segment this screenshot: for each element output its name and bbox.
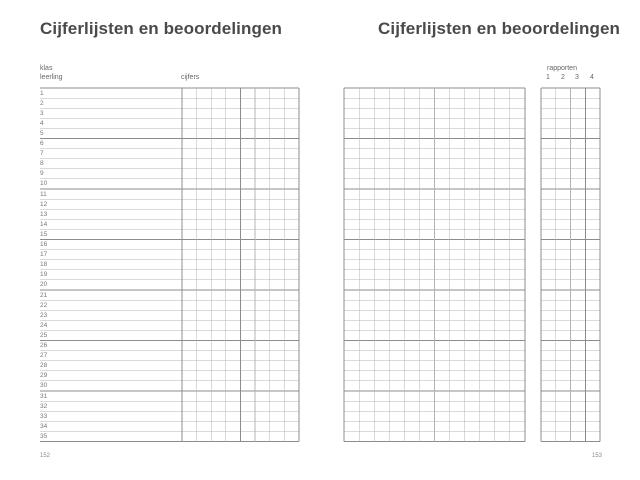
row-number: 15 xyxy=(40,230,48,238)
row-number: 5 xyxy=(40,129,44,137)
row-number: 32 xyxy=(40,402,48,410)
right-page-title: Cijferlijsten en beoordelingen xyxy=(378,19,620,38)
row-number: 6 xyxy=(40,140,44,147)
row-number: 7 xyxy=(40,150,44,158)
row-number: 21 xyxy=(40,291,48,299)
row-number: 13 xyxy=(40,210,48,218)
row-number: 16 xyxy=(40,241,48,248)
rapport-number: 2 xyxy=(561,74,565,81)
row-number: 30 xyxy=(40,382,48,390)
row-number: 35 xyxy=(40,432,48,440)
rapport-number: 3 xyxy=(575,74,579,81)
row-number: 34 xyxy=(40,422,48,430)
leerling-label: leerling xyxy=(40,74,63,81)
page-number-right: 153 xyxy=(592,453,603,459)
row-number: 20 xyxy=(40,281,48,289)
row-number: 29 xyxy=(40,372,48,380)
row-number: 27 xyxy=(40,352,48,360)
left-page-title: Cijferlijsten en beoordelingen xyxy=(40,19,282,38)
row-number: 8 xyxy=(40,160,44,168)
row-number: 1 xyxy=(40,89,44,97)
row-number: 3 xyxy=(40,109,44,117)
row-number: 2 xyxy=(40,99,44,107)
row-number: 22 xyxy=(40,301,48,309)
rapport-number: 1 xyxy=(546,74,550,81)
rapport-number: 4 xyxy=(590,74,594,81)
row-number: 17 xyxy=(40,251,48,259)
rapporten-label: rapporten xyxy=(547,65,577,72)
row-number: 18 xyxy=(40,261,48,269)
page-number-left: 152 xyxy=(40,453,51,459)
row-number: 23 xyxy=(40,311,48,319)
row-number: 19 xyxy=(40,271,48,279)
row-number: 33 xyxy=(40,412,48,420)
row-number: 11 xyxy=(40,190,47,198)
row-number: 4 xyxy=(40,119,44,127)
row-number: 31 xyxy=(40,392,48,400)
cijfers-label: cijfers xyxy=(181,74,200,81)
row-number: 26 xyxy=(40,342,48,349)
row-number: 12 xyxy=(40,200,48,208)
klas-label: klas xyxy=(40,65,53,72)
row-number: 25 xyxy=(40,331,48,339)
row-number: 14 xyxy=(40,220,48,228)
row-number: 24 xyxy=(40,321,48,329)
row-number: 10 xyxy=(40,180,48,188)
row-number: 9 xyxy=(40,170,44,178)
row-number: 28 xyxy=(40,362,48,370)
